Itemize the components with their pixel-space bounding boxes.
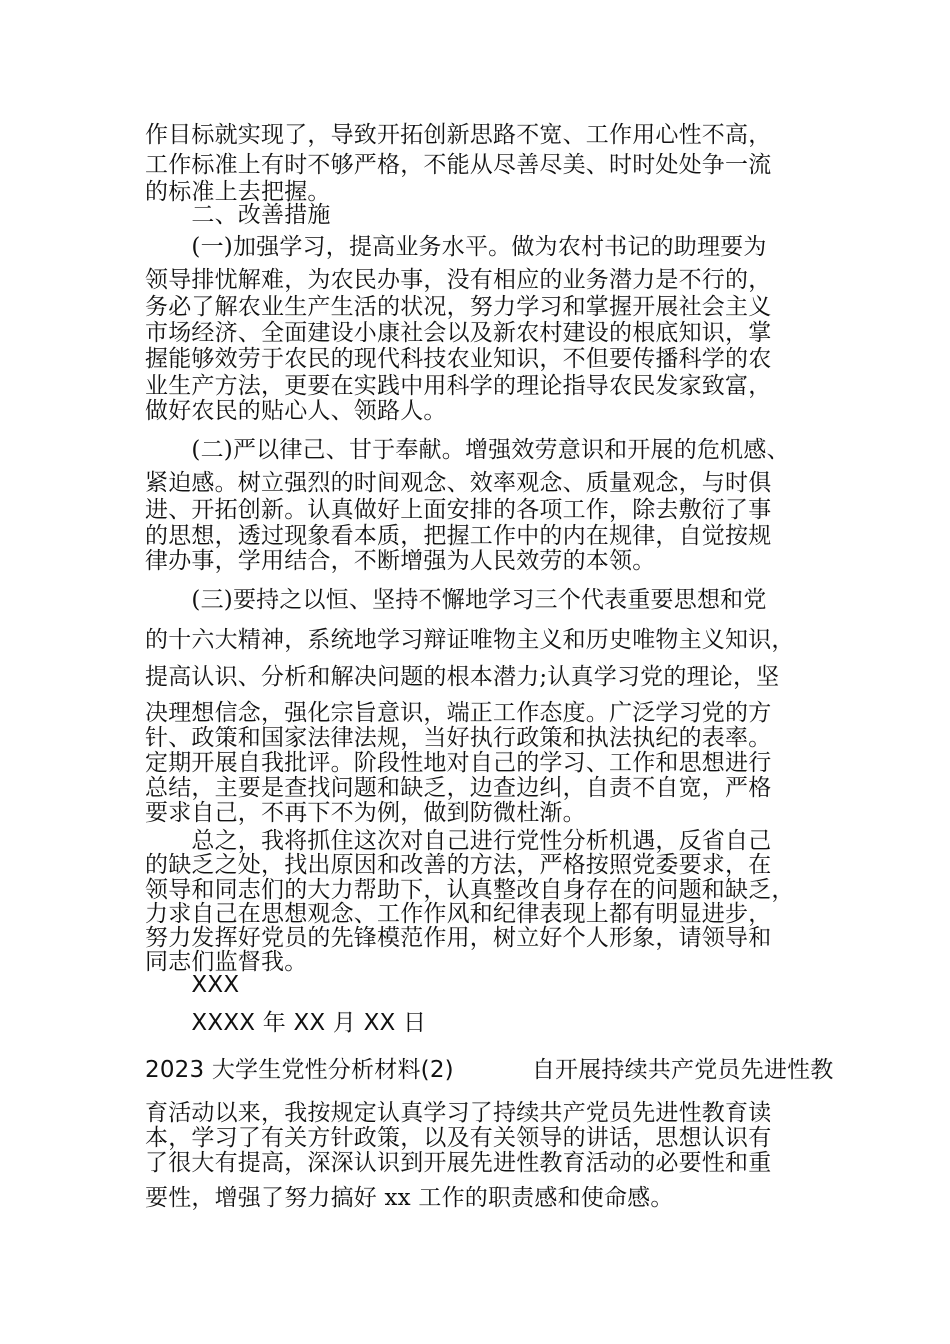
- body-text-line: 的思想，透过现象看本质，把握工作中的内在规律，自觉按规: [145, 523, 772, 549]
- body-text-line: 领导和同志们的大力帮助下，认真整改自身存在的问题和缺乏，: [145, 877, 795, 903]
- body-text-line: 的标准上去把握。: [145, 179, 331, 205]
- body-text-line: (三)要持之以恒、坚持不懈地学习三个代表重要思想和党: [145, 587, 767, 613]
- body-text-line: 律办事，学用结合，不断增强为人民效劳的本领。: [145, 548, 656, 574]
- body-text-line: 同志们监督我。: [145, 949, 308, 975]
- body-text-line: 握能够效劳于农民的现代科技农业知识，不但要传播科学的农: [145, 346, 772, 372]
- body-text-line: 领导排忧解难，为农民办事，没有相应的业务潜力是不行的，: [145, 267, 772, 293]
- body-text-line: 针、政策和国家法律法规，当好执行政策和执法执纪的表率。: [145, 725, 772, 751]
- body-text-line: 紧迫感。树立强烈的时间观念、效率观念、质量观念，与时俱: [145, 470, 772, 496]
- body-text-line: 要性，增强了努力搞好 xx 工作的职责感和使命感。: [145, 1185, 674, 1211]
- body-text-line: 努力发挥好党员的先锋模范作用，树立好个人形象，请领导和: [145, 925, 772, 951]
- section-title-line: [145, 1055, 834, 1085]
- body-text-line: 提高认识、分析和解决问题的根本潜力;认真学习党的理论，坚: [145, 664, 780, 690]
- body-text-line: (一)加强学习，提高业务水平。做为农村书记的助理要为: [145, 234, 767, 260]
- body-text-line: 业生产方法，更要在实践中用科学的理论指导农民发家致富，: [145, 373, 772, 399]
- body-text-line: 进、开拓创新。认真做好上面安排的各项工作，除去敷衍了事: [145, 497, 772, 523]
- signature-date: XXXX 年 XX 月 XX 日: [145, 1010, 427, 1036]
- body-text-line: 要求自己，不再下不为例，做到防微杜渐。: [145, 800, 586, 826]
- body-text-line: 做好农民的贴心人、领路人。: [145, 398, 447, 424]
- body-text-line: 决理想信念，强化宗旨意识，端正工作态度。广泛学习党的方: [145, 700, 772, 726]
- body-text-line: 务必了解农业生产生活的状况，努力学习和掌握开展社会主义: [145, 294, 772, 320]
- body-text-line: (二)严以律己、甘于奉献。增强效劳意识和开展的危机感、: [145, 437, 790, 463]
- body-text-line: 的缺乏之处，找出原因和改善的方法，严格按照党委要求，在: [145, 852, 772, 878]
- section-title: 2023 大学生党性分析材料(2): [145, 1057, 454, 1083]
- body-text-line: 了很大有提高，深深认识到开展先进性教育活动的必要性和重: [145, 1150, 772, 1176]
- body-text-line: 作目标就实现了，导致开拓创新思路不宽、工作用心性不高，: [145, 122, 772, 148]
- body-text-line: 总之，我将抓住这次对自己进行党性分析机遇，反省自己: [145, 828, 772, 854]
- body-text-line: 工作标准上有时不够严格，不能从尽善尽美、时时处处争一流: [145, 152, 772, 178]
- body-text-line: 力求自己在思想观念、工作作风和纪律表现上都有明显进步，: [145, 901, 772, 927]
- signature-name: XXX: [145, 972, 240, 998]
- body-text-line: 市场经济、全面建设小康社会以及新农村建设的根底知识，掌: [145, 320, 772, 346]
- section-heading: 二、改善措施: [145, 202, 331, 228]
- section-first-line: 自开展持续共产党员先进性教: [531, 1057, 834, 1083]
- body-text-line: 的十六大精神，系统地学习辩证唯物主义和历史唯物主义知识，: [145, 627, 795, 653]
- body-text-line: 育活动以来，我按规定认真学习了持续共产党员先进性教育读: [145, 1100, 772, 1126]
- body-text-line: 总结，主要是查找问题和缺乏，边查边纠，自责不自宽，严格: [145, 775, 772, 801]
- body-text-line: 定期开展自我批评。阶段性地对自己的学习、工作和思想进行: [145, 750, 772, 776]
- body-text-line: 本，学习了有关方针政策，以及有关领导的讲话，思想认识有: [145, 1125, 772, 1151]
